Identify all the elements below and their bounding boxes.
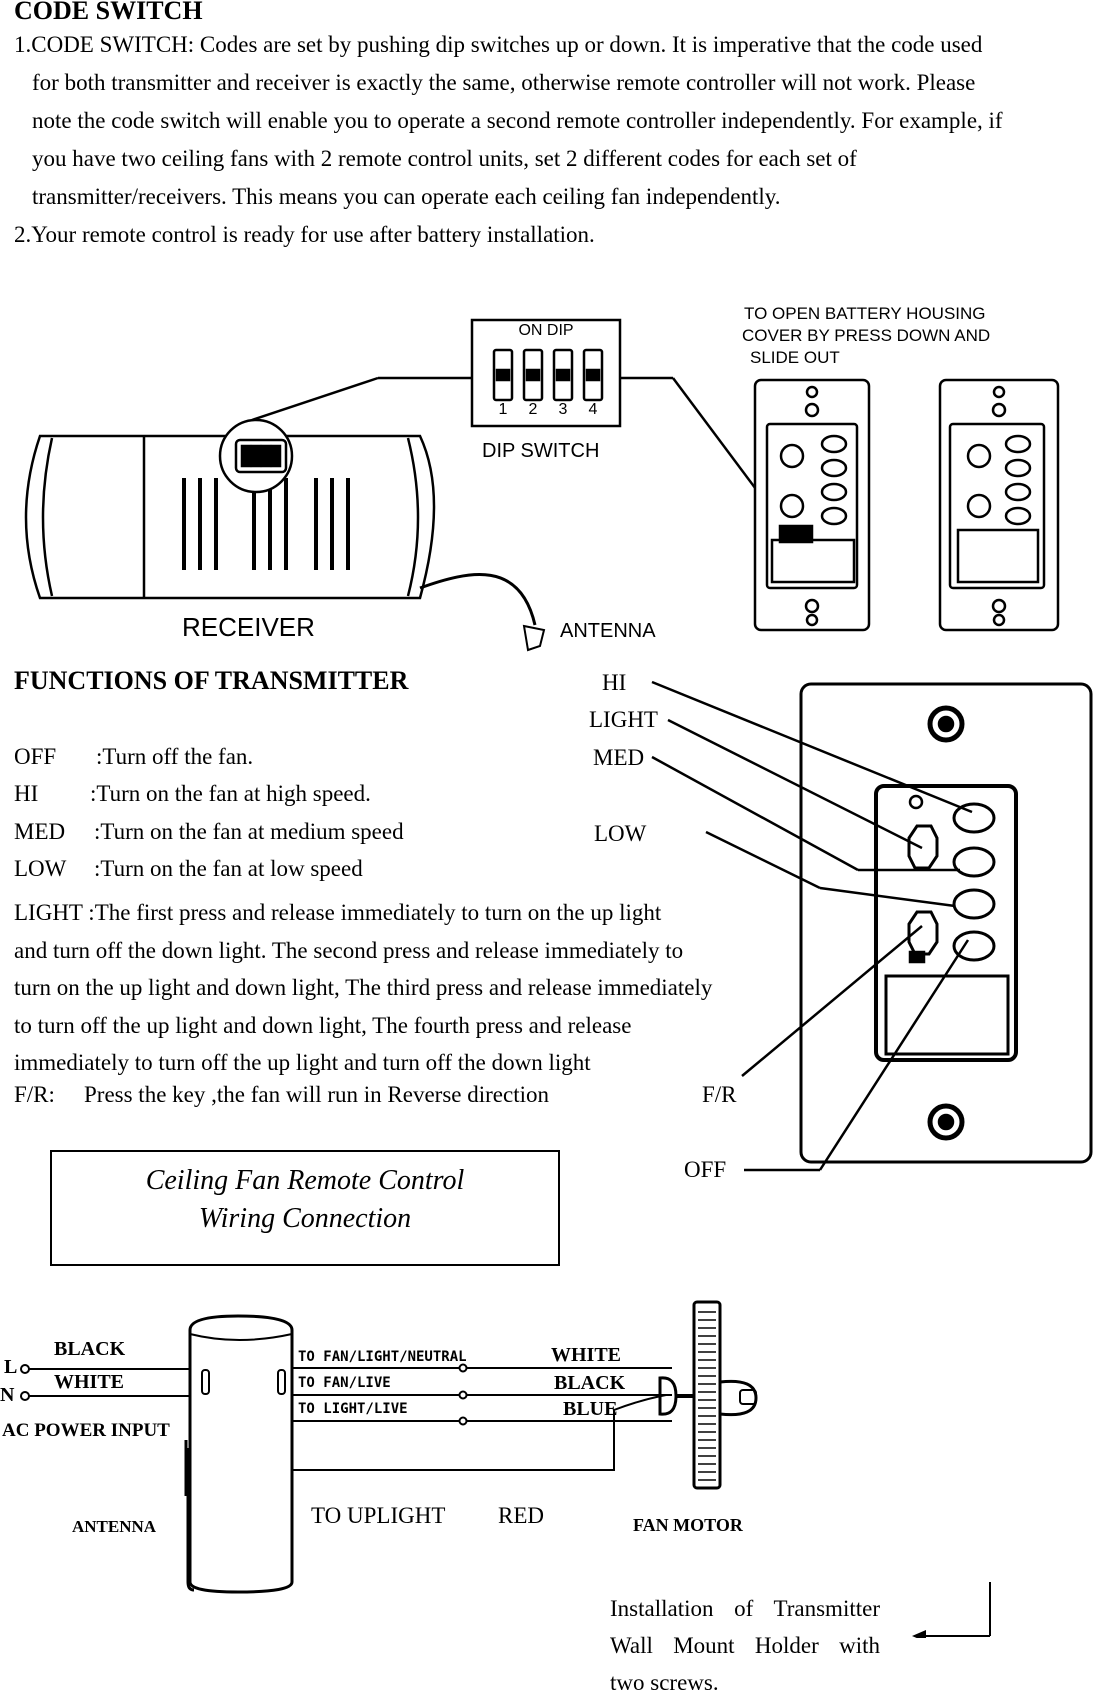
dip-number: 2 [528,401,538,418]
output-blue-label: BLUE [563,1398,618,1420]
red-wire-label: RED [498,1503,544,1528]
input-black-label: BLACK [54,1338,126,1360]
light-line: turn on the up light and down light, The third press and release immediately [14,975,713,1000]
item1-line: for both transmitter and receiver is exactly the same, otherwise remote controller will not work. Please [32,70,976,95]
callout-low: LOW [594,821,647,846]
transmitter-closed-cover [940,380,1058,630]
output-black-label: BLACK [554,1372,626,1394]
arrow-left-icon [900,1578,1000,1638]
callout-off: OFF [684,1157,727,1182]
battery-note-line: COVER BY PRESS DOWN AND [742,326,991,345]
function-desc-med: :Turn on the fan at medium speed [94,819,404,844]
item1-line: 1.CODE SWITCH: Codes are set by pushing dip switches up or down. It is imperative that the code used [14,32,983,57]
fan-motor-label: FAN MOTOR [633,1515,743,1535]
callout-hi: HI [602,670,627,695]
dip-number: 1 [498,401,508,418]
on-dip-label: ON DIP [518,322,574,339]
item1-line: you have two ceiling fans with 2 remote control units, set 2 different codes for each set of [32,146,857,171]
to-fan-light-neutral-label: TO FAN/LIGHT/NEUTRAL [298,1349,467,1365]
installation-note-line: Installation of Transmitter [610,1596,880,1621]
light-line: and turn off the down light. The second press and release immediately to [14,937,684,963]
function-desc-off: :Turn off the fan. [96,744,254,769]
dip-numbers [488,401,608,419]
dip-number: 3 [558,401,568,418]
installation-note-line: Wall Mount Holder with [610,1633,880,1658]
wiring-caption-line: Wiring Connection [198,1203,412,1234]
wiring-antenna-label: ANTENNA [72,1517,157,1536]
ac-power-input-label: AC POWER INPUT [2,1420,170,1441]
receiver-label: RECEIVER [182,612,315,642]
wire-label-n: N [0,1384,15,1406]
transmitter-open-cover [755,380,869,630]
function-desc-fr: Press the key ,the fan will run in Reverse direction [84,1082,549,1107]
function-key-off: OFF [14,744,57,769]
function-key-low: LOW [14,856,67,881]
callout-fr: F/R [702,1082,737,1107]
to-uplight-label: TO UPLIGHT [311,1503,446,1528]
callout-med: MED [593,745,645,770]
code-switch-item-2: 2.Your remote control is ready for use after battery installation. [14,222,595,247]
light-line: LIGHT :The first press and release immediately to turn on the up light [14,900,662,925]
function-key-hi: HI [14,781,39,806]
battery-note-line: SLIDE OUT [750,348,840,367]
function-key-fr: F/R: [14,1082,55,1107]
light-line: immediately to turn off the up light and turn off the down light [14,1050,591,1075]
wiring-caption-line: Ceiling Fan Remote Control [145,1165,465,1196]
dip-number: 4 [588,401,598,418]
code-switch-item-1 [14,26,1093,254]
receiver-cylinder [190,1316,292,1592]
output-white-label: WHITE [551,1344,622,1366]
dip-switch-label: DIP SWITCH [482,440,600,462]
battery-note-line: TO OPEN BATTERY HOUSING [744,304,986,323]
to-fan-live-label: TO FAN/LIVE [298,1375,391,1391]
wire-label-l: L [4,1356,18,1378]
wiring-caption-box [50,1150,560,1266]
light-line: to turn off the up light and down light, The fourth press and release [14,1012,632,1038]
installation-note-line: two screws. [610,1670,719,1695]
antenna-label: ANTENNA [560,620,656,642]
installation-note [610,1590,880,1701]
to-light-live-label: TO LIGHT/LIVE [298,1401,408,1417]
transmitter-front-diagram [0,670,1093,1180]
fan-motor-housing [694,1302,720,1488]
function-desc-hi: :Turn on the fan at high speed. [90,781,371,806]
input-white-label: WHITE [54,1371,125,1393]
function-key-med: MED [14,819,66,844]
callout-light: LIGHT [589,707,658,732]
section-title-code-switch: CODE SWITCH [14,0,203,25]
functions-title: FUNCTIONS OF TRANSMITTER [14,666,409,695]
battery-note [744,303,990,369]
wall-plate [801,684,1091,1162]
function-desc-low: :Turn on the fan at low speed [94,856,363,881]
item1-line: note the code switch will enable you to operate a second remote controller independently. For example, if [32,108,1003,133]
item1-line: transmitter/receivers. This means you can operate each ceiling fan independently. [32,184,781,209]
